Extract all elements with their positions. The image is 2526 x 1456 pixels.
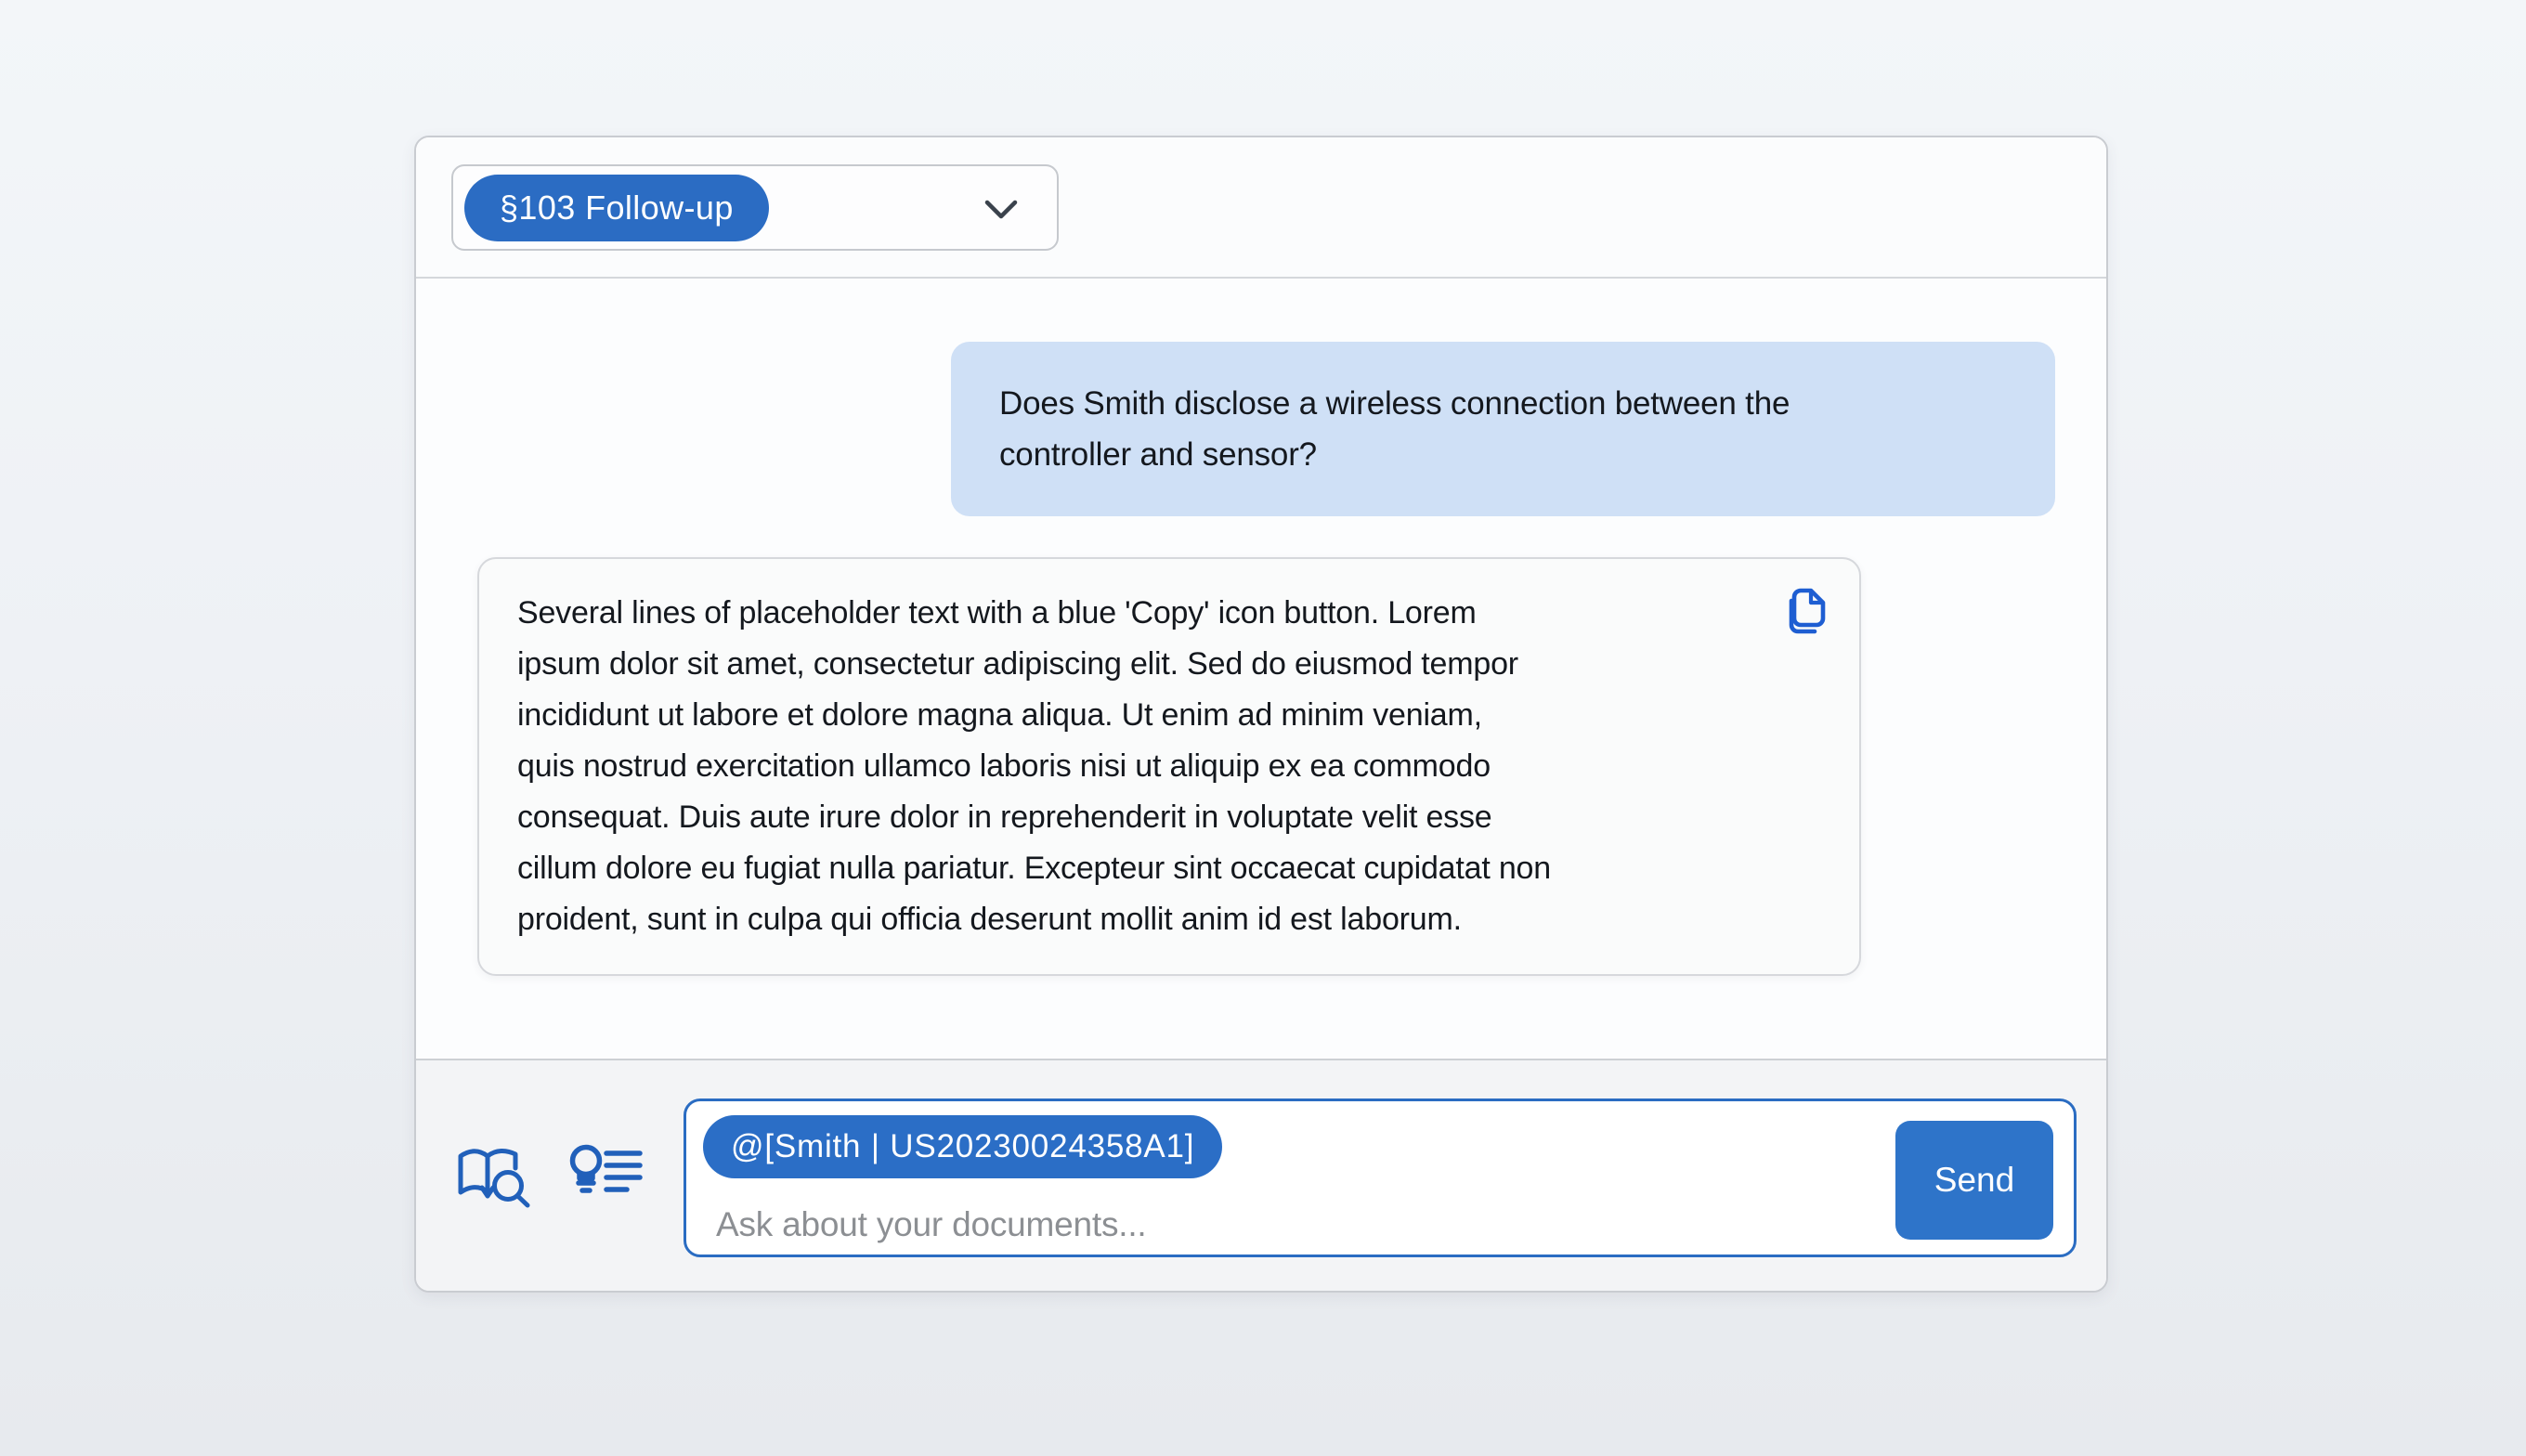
selected-prompt-pill: §103 Follow-up (464, 175, 769, 241)
assistant-message-line: quis nostrud exercitation ullamco laboris nisi ut aliquip ex ea commodo (517, 748, 1491, 784)
input-placeholder: Ask about your documents... (716, 1205, 1147, 1243)
panel-header (416, 137, 2106, 279)
user-message-bubble (951, 342, 2055, 516)
assistant-message-bubble (477, 557, 1861, 976)
book-search-icon[interactable] (453, 1146, 533, 1211)
lightbulb-list-icon[interactable] (569, 1144, 647, 1209)
assistant-message-line: cillum dolore eu fugiat nulla pariatur. Excepteur sint occaecat cupidatat non (517, 851, 1551, 886)
chevron-down-icon[interactable] (983, 198, 1020, 222)
chat-panel (414, 136, 2108, 1293)
composer-bar (416, 1059, 2106, 1291)
assistant-message-line: ipsum dolor sit amet, consectetur adipiscing elit. Sed do eiusmod tempor (517, 646, 1518, 682)
copy-icon[interactable] (1779, 585, 1829, 641)
message-input[interactable] (684, 1098, 2077, 1257)
document-mention-chip[interactable]: @[Smith | US20230024358A1] (703, 1115, 1222, 1178)
assistant-message-line: consequat. Duis aute irure dolor in reprehenderit in voluptate velit esse (517, 800, 1492, 835)
send-button[interactable]: Send (1895, 1121, 2053, 1240)
assistant-message-line: incididunt ut labore et dolore magna aliqua. Ut enim ad minim veniam, (517, 697, 1482, 733)
user-message-line: Does Smith disclose a wireless connection between the (999, 385, 1790, 422)
message-list (416, 279, 2106, 1059)
assistant-message-line: Several lines of placeholder text with a blue 'Copy' icon button. Lorem (517, 595, 1477, 630)
prompt-template-dropdown[interactable] (451, 164, 1059, 251)
user-message-row (477, 342, 2055, 516)
assistant-message-line: proident, sunt in culpa qui officia deserunt mollit anim id est laborum. (517, 902, 1462, 937)
user-message-line: controller and sensor? (999, 436, 1317, 473)
